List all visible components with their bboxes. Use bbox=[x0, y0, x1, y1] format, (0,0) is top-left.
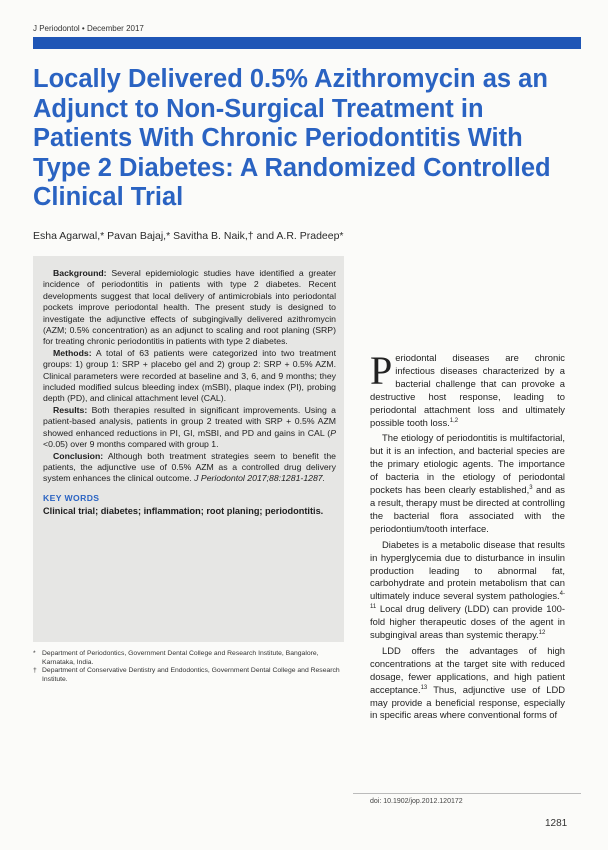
reference-marker: 13 bbox=[420, 684, 428, 691]
body-paragraph-2 bbox=[370, 432, 565, 535]
footnotes bbox=[33, 650, 344, 684]
reference-marker: 3 bbox=[529, 484, 533, 491]
reference-marker: 12 bbox=[538, 629, 546, 636]
journal-line: J Periodontol • December 2017 bbox=[33, 24, 144, 33]
doi: doi: 10.1902/jop.2012.120172 bbox=[370, 798, 463, 805]
conclusion-label: Conclusion: bbox=[53, 450, 104, 461]
methods-label: Methods: bbox=[53, 347, 92, 358]
p4-text-2: Thus, adjunctive use of LDD may provide a beneficial response, especially in specific areas where conventional forms of bbox=[370, 683, 565, 721]
header-blue-bar bbox=[33, 37, 581, 49]
results-p: P bbox=[330, 427, 336, 438]
footnote-mark: † bbox=[33, 667, 37, 675]
drop-cap: P bbox=[370, 348, 393, 393]
page-number: 1281 bbox=[545, 818, 568, 829]
body-column bbox=[370, 348, 565, 725]
reference-marker: 4-11 bbox=[370, 591, 565, 611]
p1-text: eriodontal diseases are chronic infectious diseases characterized by a bacterial challenge that can provoke a destructive host response, leading to periodontal attachment loss and ultimately possible tooth loss. bbox=[370, 352, 565, 428]
footer-divider bbox=[353, 793, 581, 794]
keywords-heading: KEY WORDS bbox=[43, 492, 100, 503]
background-label: Background: bbox=[53, 268, 107, 278]
conclusion-text: Although both treatment strategies seem to benefit the patients, the adjunctive use of 0.5% AZM as a controlled drug delivery system enhances the clinical outcome. bbox=[43, 450, 336, 484]
abstract-box bbox=[33, 256, 344, 642]
abstract-conclusion bbox=[43, 451, 336, 485]
p3-text-1: Diabetes is a metabolic disease that results in hyperglycemia due to disturbance in insulin production leading to abnormal fat, carbohydrate and protein metabolism that can ultimately induce several system pathologies. bbox=[370, 538, 565, 602]
background-text: Several epidemiologic studies have identified a greater incidence of periodontitis in patients with type 2 diabetes. Recent developments suggest that local delivery of antimicrobials into periodontal pockets improve periodontal health. The present study is designed to investigate the adjunctive effects of subgingivally delivered azithromycin (AZM; 0.5% concentration) as an adjunct to scaling and root planing (SRP) for treating chronic periodontitis in patients with type 2 diabetes. bbox=[43, 268, 336, 347]
footnote bbox=[33, 667, 344, 684]
p2-text-1: The etiology of periodontitis is multifactorial, but it is an infection, and bacterial species are the primary etiologic agents. The importance of bacteria in the etiology of periodontal pockets has been clearly established, bbox=[370, 432, 565, 496]
footnote bbox=[33, 650, 344, 667]
article-title: Locally Delivered 0.5% Azithromycin as an Adjunct to Non-Surgical Treatment in Patients With Chronic Periodontitis With Type 2 Diabetes: A Randomized Controlled Clinical Trial bbox=[33, 65, 551, 211]
footnote-text: Department of Conservative Dentistry and Endodontics, Government Dental College and Research Institute. bbox=[42, 667, 340, 683]
author-list: Esha Agarwal,* Pavan Bajaj,* Savitha B. Naik,† and A.R. Pradeep* bbox=[33, 230, 344, 242]
body-paragraph-1 bbox=[370, 348, 565, 429]
results-text-1: Both therapies resulted in significant improvements. Using a patient-based analysis, patients in group 2 treated with SRP + 0.5% AZM showed enhanced reductions in PI, GI, mSBI, and PD and gains in CAL ( bbox=[43, 404, 336, 438]
abstract-results bbox=[43, 405, 336, 451]
abstract-background bbox=[43, 268, 336, 348]
p3-text-2: Local drug delivery (LDD) can provide 100-fold higher therapeutic doses of the agent in subgingival areas than systemic therapy. bbox=[370, 603, 565, 641]
keywords-text: Clinical trial; diabetes; inflammation; root planing; periodontitis. bbox=[43, 505, 324, 516]
p4-text-1: LDD offers the advantages of high concentrations at the target site with reduced dosage, fewer applications, and high patient acceptance. bbox=[370, 644, 565, 695]
body-paragraph-4 bbox=[370, 645, 565, 722]
footnote-text: Department of Periodontics, Government Dental College and Research Institute, Bangalore, Karnataka, India. bbox=[42, 650, 319, 666]
p2-text-2: and as a result, therapy must be directed at controlling the bacterial flora associated with the periodontium/tooth interface. bbox=[370, 484, 565, 534]
results-text-2: <0.05) over 9 months compared with group 1. bbox=[43, 439, 219, 450]
methods-text: A total of 63 patients were categorized into two treatment groups: 1) group 1: SRP + placebo gel and 2) group 2: SRP + 0.5% AZM. Clinical parameters were recorded at baseline and 3, 6, and 9 months; they included modified sulcus bleeding index (mSBI), plaque index (PI), probing depth (PD), and clinical attachment level (CAL). bbox=[43, 347, 337, 404]
footnote-mark: * bbox=[33, 650, 36, 657]
results-label: Results: bbox=[53, 404, 88, 415]
citation: J Periodontol 2017;88:1281-1287. bbox=[194, 473, 326, 484]
abstract-methods bbox=[43, 348, 336, 405]
reference-marker: 1,2 bbox=[449, 417, 459, 424]
body-paragraph-3 bbox=[370, 539, 565, 642]
